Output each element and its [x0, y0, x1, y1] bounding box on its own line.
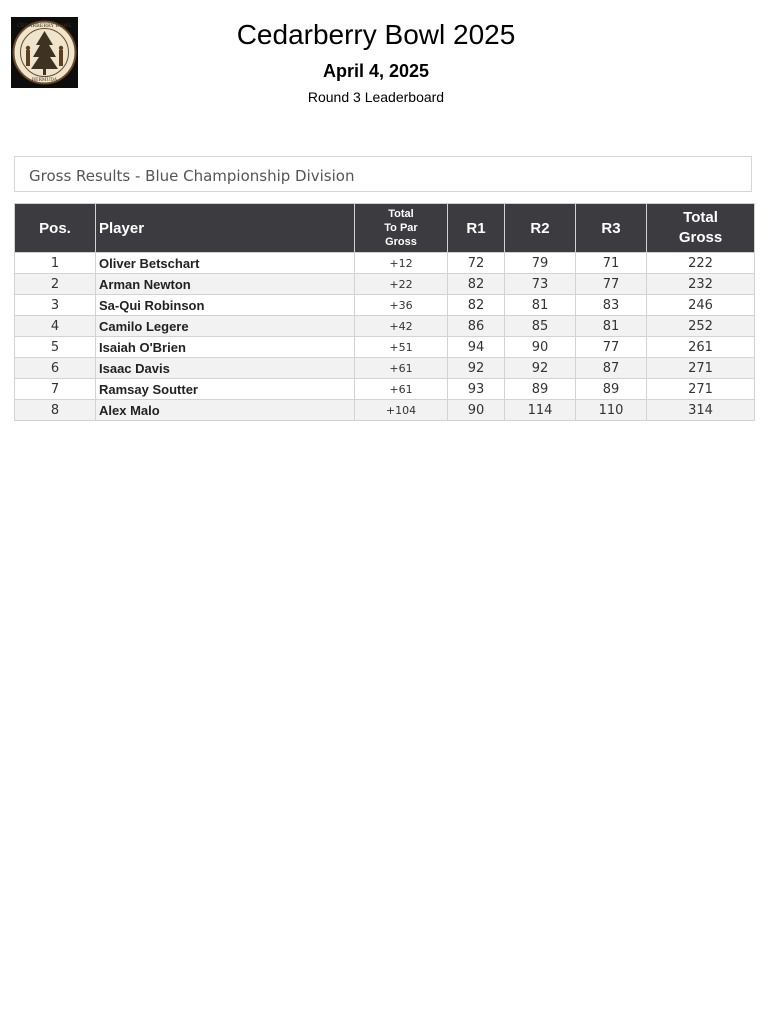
cell-r3: 77: [576, 337, 647, 358]
cell-topar: +42: [355, 316, 448, 337]
cell-player: Oliver Betschart: [96, 253, 355, 274]
cell-player: Arman Newton: [96, 274, 355, 295]
col-header-total: [647, 204, 755, 253]
cell-topar: +104: [355, 400, 448, 421]
cell-player: Camilo Legere: [96, 316, 355, 337]
cell-player: Sa-Qui Robinson: [96, 295, 355, 316]
cell-pos: 7: [15, 379, 96, 400]
cell-total: 252: [647, 316, 755, 337]
col-header-total-line1: Total: [683, 209, 718, 226]
division-label: Gross Results - Blue Championship Division: [29, 167, 355, 185]
cell-r1: 82: [448, 295, 505, 316]
cell-r3: 83: [576, 295, 647, 316]
cell-r2: 114: [505, 400, 576, 421]
col-header-total-line2: Gross: [678, 229, 723, 246]
table-row: [15, 253, 755, 274]
table-row: [15, 400, 755, 421]
cell-player: Ramsay Soutter: [96, 379, 355, 400]
cell-topar: +36: [355, 295, 448, 316]
cell-r3: 77: [576, 274, 647, 295]
cell-topar: +61: [355, 358, 448, 379]
col-header-r2: R2: [505, 204, 576, 253]
col-header-topar-line1: Total: [388, 208, 414, 220]
cell-r3: 71: [576, 253, 647, 274]
col-header-topar-line2: To Par: [384, 222, 418, 234]
cell-player: Isaac Davis: [96, 358, 355, 379]
cell-topar: +12: [355, 253, 448, 274]
leaderboard-subtitle: Round 3 Leaderboard: [307, 89, 445, 105]
cell-pos: 4: [15, 316, 96, 337]
cell-r3: 89: [576, 379, 647, 400]
cell-r3: 87: [576, 358, 647, 379]
col-header-player: Player: [96, 204, 355, 253]
cell-total: 246: [647, 295, 755, 316]
logo-text-bottom: BERMUDA: [31, 78, 58, 83]
table-row: [15, 358, 755, 379]
cell-player: Alex Malo: [96, 400, 355, 421]
col-header-topar: [355, 204, 448, 253]
cell-r2: 90: [505, 337, 576, 358]
cell-pos: 6: [15, 358, 96, 379]
col-header-pos: Pos.: [15, 204, 96, 253]
cell-r1: 82: [448, 274, 505, 295]
table-header-row: [15, 204, 755, 253]
cell-topar: +61: [355, 379, 448, 400]
table-row: [15, 379, 755, 400]
cell-r2: 89: [505, 379, 576, 400]
cell-r1: 72: [448, 253, 505, 274]
cell-r1: 93: [448, 379, 505, 400]
results-table: [14, 203, 755, 421]
cell-r3: 81: [576, 316, 647, 337]
cell-total: 271: [647, 379, 755, 400]
cell-total: 261: [647, 337, 755, 358]
col-header-r1: R1: [448, 204, 505, 253]
cell-pos: 3: [15, 295, 96, 316]
division-header: [14, 156, 752, 192]
cell-r2: 73: [505, 274, 576, 295]
col-header-r3: R3: [576, 204, 647, 253]
cell-total: 271: [647, 358, 755, 379]
cell-player: Isaiah O'Brien: [96, 337, 355, 358]
cell-topar: +51: [355, 337, 448, 358]
cell-r1: 86: [448, 316, 505, 337]
cell-r2: 85: [505, 316, 576, 337]
cell-r1: 92: [448, 358, 505, 379]
logo-text-top: CEDARBERRY BOWL: [17, 23, 72, 29]
event-date: April 4, 2025: [322, 61, 430, 81]
cell-total: 232: [647, 274, 755, 295]
cell-r2: 79: [505, 253, 576, 274]
cell-total: 222: [647, 253, 755, 274]
cell-pos: 2: [15, 274, 96, 295]
cell-r2: 92: [505, 358, 576, 379]
table-row: [15, 337, 755, 358]
cell-pos: 8: [15, 400, 96, 421]
table-row: [15, 295, 755, 316]
cell-pos: 5: [15, 337, 96, 358]
cell-topar: +22: [355, 274, 448, 295]
cell-r1: 90: [448, 400, 505, 421]
cell-r2: 81: [505, 295, 576, 316]
cell-r1: 94: [448, 337, 505, 358]
cell-total: 314: [647, 400, 755, 421]
cell-r3: 110: [576, 400, 647, 421]
table-row: [15, 274, 755, 295]
col-header-topar-line3: Gross: [385, 236, 417, 248]
page-title: Cedarberry Bowl 2025: [236, 19, 516, 50]
table-row: [15, 316, 755, 337]
cell-pos: 1: [15, 253, 96, 274]
